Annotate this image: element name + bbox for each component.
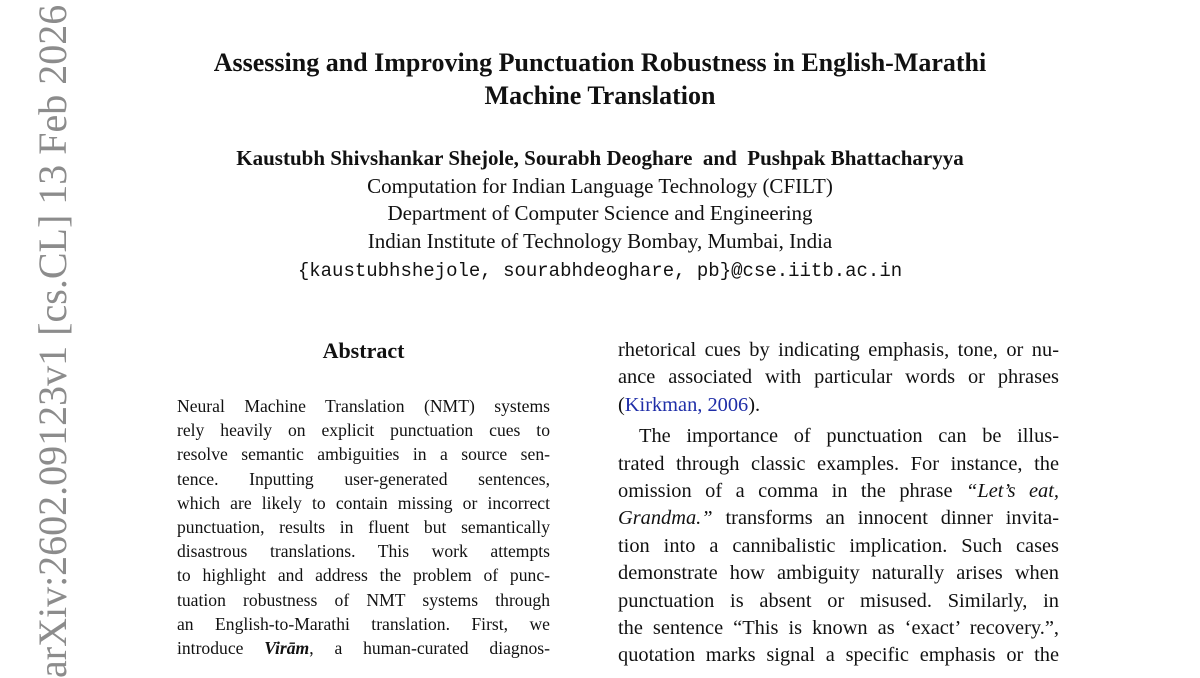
title-line-2: Machine Translation	[484, 81, 716, 110]
abstract-line: rely heavily on explicit punctuation cues to	[177, 420, 550, 441]
citation-link[interactable]: Kirkman, 2006	[624, 393, 749, 416]
paper-title	[150, 46, 1050, 112]
abstract-line: tuation robustness of NMT systems through	[177, 589, 550, 610]
abstract-body	[177, 394, 550, 660]
intro-line: tion into a cannibalistic implication. Such cases	[618, 534, 1059, 557]
title-line-1: Assessing and Improving Punctuation Robustness in English-Marathi	[213, 48, 987, 77]
cite-paren: (	[618, 393, 625, 416]
intro-column	[618, 337, 1059, 670]
intro-line: the sentence “This is known as ‘exact’ recovery.”,	[618, 617, 1059, 640]
abstract-line: punctuation, results in fluent but semantically	[177, 517, 550, 538]
intro-text: transforms an innocent dinner invita-	[712, 507, 1059, 530]
abstract-line: an English-to-Marathi translation. First, we	[177, 613, 550, 634]
affiliation-line-3: Indian Institute of Technology Bombay, Mumbai, India	[367, 229, 833, 253]
abstract-line: resolve semantic ambiguities in a source sen-	[177, 444, 550, 465]
intro-paragraph-2	[618, 423, 1059, 670]
arxiv-stamp-text: arXiv:2602.09123v1 [cs.CL] 13 Feb 2026	[30, 4, 75, 678]
abstract-line: to highlight and address the problem of punc-	[177, 565, 550, 586]
intro-line	[618, 505, 1059, 532]
affiliation-line-2: Department of Computer Science and Engineering	[387, 201, 813, 225]
abstract-line: tence. Inputting user-generated sentences,	[177, 468, 550, 489]
example-phrase: “Let’s eat,	[966, 480, 1059, 503]
abstract-line	[177, 636, 550, 660]
abstract-line: disastrous translations. This work attempts	[177, 541, 550, 562]
abstract-line: Neural Machine Translation (NMT) systems	[177, 396, 550, 416]
abstract-line: which are likely to contain missing or incorrect	[177, 492, 550, 513]
intro-line	[618, 478, 1059, 505]
intro-text: omission of a comma in the phrase	[618, 480, 967, 503]
intro-line: demonstrate how ambiguity naturally arises when	[618, 562, 1059, 585]
intro-line: quotation marks signal a specific emphasis or the	[618, 644, 1059, 667]
abstract-text: , a human-curated diagnos-	[309, 638, 550, 659]
example-phrase: Grandma.”	[618, 507, 713, 530]
abstract-text: introduce	[177, 638, 265, 659]
arxiv-stamp	[26, 4, 76, 678]
intro-line: rhetorical cues by indicating emphasis, tone, or nu-	[618, 339, 1059, 361]
affiliation-line-1: Computation for Indian Language Technology (CFILT)	[367, 174, 833, 198]
cite-paren: ).	[748, 393, 761, 416]
intro-line: The importance of punctuation can be illus-	[639, 425, 1059, 448]
abstract-heading: Abstract	[322, 338, 405, 363]
author-emails: {kaustubhshejole, sourabhdeoghare, pb}@cse.iitb.ac.in	[297, 260, 903, 282]
intro-line: trated through classic examples. For instance, the	[618, 452, 1059, 475]
intro-line: punctuation is absent or misused. Similarly, in	[618, 589, 1059, 612]
intro-line: ance associated with particular words or phrases	[618, 366, 1059, 389]
dataset-name: Virām	[264, 638, 310, 659]
intro-line	[618, 392, 1059, 419]
author-list: Kaustubh Shivshankar Shejole, Sourabh Deoghare and Pushpak Bhattacharyya	[236, 146, 964, 170]
